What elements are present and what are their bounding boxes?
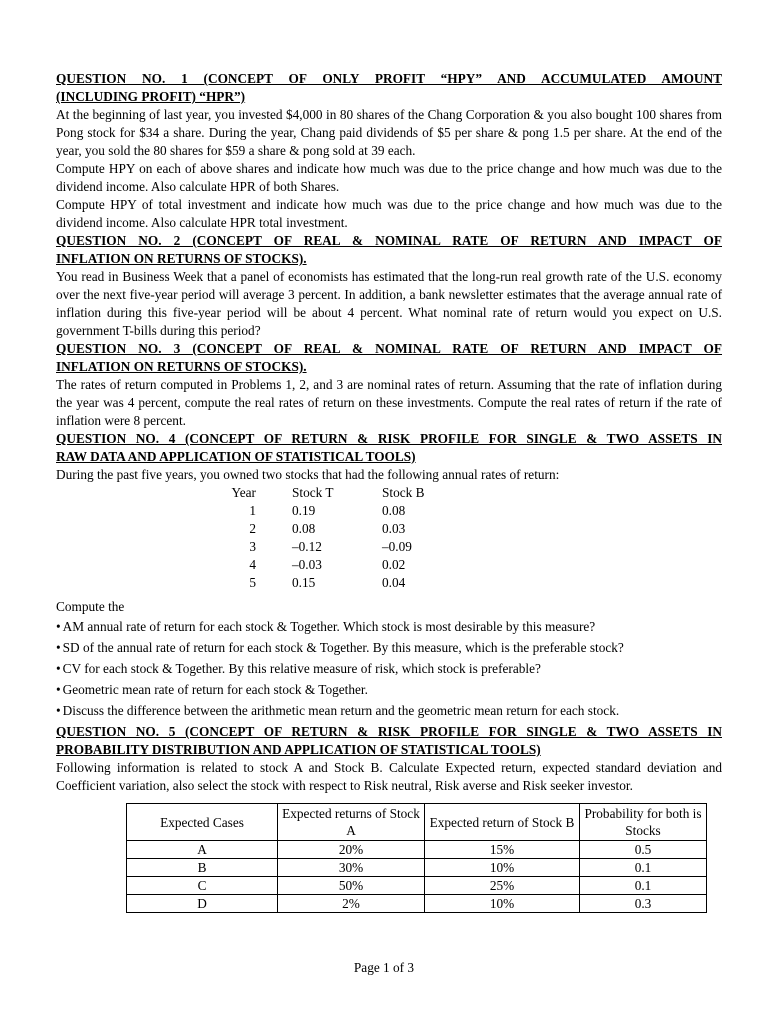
prob-cell-stock-a: 2% xyxy=(278,895,425,913)
table-row xyxy=(127,859,707,877)
prob-cell-stock-b: 15% xyxy=(425,841,580,859)
returns-table xyxy=(226,484,462,592)
prob-cell-stock-a: 30% xyxy=(278,859,425,877)
returns-cell-stock-b: 0.02 xyxy=(382,557,406,572)
probability-table xyxy=(126,803,707,913)
returns-cell-stock-b: 0.08 xyxy=(382,503,406,518)
table-row xyxy=(226,538,462,556)
question-5 xyxy=(56,723,722,913)
returns-cell-stock-b: –0.09 xyxy=(382,539,412,554)
q5-paragraph-1: Following information is related to stock A and Stock B. Calculate Expected return, expected standard deviation and Coefficient variation, also select the stock with respect to Risk neutral, Risk averse and Risk seeker investor. xyxy=(56,760,722,793)
q2-heading-line2: INFLATION ON RETURNS OF STOCKS). xyxy=(56,251,307,266)
returns-cell-year: 2 xyxy=(249,521,256,536)
table-row xyxy=(226,556,462,574)
returns-cell-year: 1 xyxy=(249,503,256,518)
list-item: • Discuss the difference between the arithmetic mean return and the geometric mean return for each stock. xyxy=(56,702,722,720)
returns-cell-year: 4 xyxy=(249,557,256,572)
returns-cell-stock-t: 0.19 xyxy=(292,503,316,518)
returns-cell-stock-t: –0.12 xyxy=(292,539,322,554)
table-row xyxy=(226,520,462,538)
table-row xyxy=(127,877,707,895)
q3-heading-line2: INFLATION ON RETURNS OF STOCKS). xyxy=(56,359,307,374)
q2-paragraph-1: You read in Business Week that a panel of economists has estimated that the long-run real growth rate of the U.S. economy over the next five-year period will average 3 percent. In addition, a bank newsletter estimates that the average annual rate of inflation during this five-year period will be about 4 percent. What nominal rate of return would you expect on U.S. government T-bills during this period? xyxy=(56,269,722,338)
table-row xyxy=(127,895,707,913)
list-item: • Geometric mean rate of return for each stock & Together. xyxy=(56,681,722,699)
list-item: • SD of the annual rate of return for each stock & Together. By this measure, which is the preferable stock? xyxy=(56,639,722,657)
list-item: • CV for each stock & Together. By this relative measure of risk, which stock is preferable? xyxy=(56,660,722,678)
q4-heading-line1: QUESTION NO. 4 (CONCEPT OF RETURN & RISK PROFILE FOR SINGLE & TWO ASSETS IN xyxy=(56,431,722,446)
returns-cell-year: 5 xyxy=(249,575,256,590)
table-row xyxy=(226,502,462,520)
prob-cell-probability: 0.1 xyxy=(580,877,707,895)
q4-intro: During the past five years, you owned two stocks that had the following annual rates of return: xyxy=(56,467,560,482)
question-1 xyxy=(56,70,722,232)
prob-cell-probability: 0.1 xyxy=(580,859,707,877)
document-page xyxy=(56,70,722,913)
prob-cell-case: D xyxy=(127,895,278,913)
q1-heading-line1: QUESTION NO. 1 (CONCEPT OF ONLY PROFIT “HPY” AND ACCUMULATED AMOUNT xyxy=(56,71,722,86)
returns-cell-stock-b: 0.03 xyxy=(382,521,406,536)
prob-cell-stock-b: 10% xyxy=(425,859,580,877)
prob-header-stock-b: Expected return of Stock B xyxy=(425,804,580,841)
returns-cell-year: 3 xyxy=(249,539,256,554)
prob-header-stock-a: Expected returns of Stock A xyxy=(278,804,425,841)
prob-cell-stock-a: 20% xyxy=(278,841,425,859)
prob-header-cases: Expected Cases xyxy=(127,804,278,841)
q1-paragraph-1: At the beginning of last year, you invested $4,000 in 80 shares of the Chang Corporation & you also bought 100 shares from Pong stock for $34 a share. During the year, Chang paid dividends of $5 per share & pong 1.5 per share. At the end of the year, you sold the 80 shares for $59 a share & pong sold at 39 each. xyxy=(56,107,722,158)
prob-cell-probability: 0.5 xyxy=(580,841,707,859)
question-4 xyxy=(56,430,722,720)
returns-cell-stock-t: –0.03 xyxy=(292,557,322,572)
question-3 xyxy=(56,340,722,430)
returns-cell-stock-t: 0.08 xyxy=(292,521,316,536)
returns-cell-stock-t: 0.15 xyxy=(292,575,316,590)
q1-heading-line2: (INCLUDING PROFIT) “HPR”) xyxy=(56,89,246,104)
probability-table-header xyxy=(127,804,707,841)
prob-cell-stock-a: 50% xyxy=(278,877,425,895)
q1-paragraph-3: Compute HPY of total investment and indicate how much was due to the price change and how much was due to the dividend income. Also calculate HPR total investment. xyxy=(56,197,722,230)
list-item: • AM annual rate of return for each stock & Together. Which stock is most desirable by this measure? xyxy=(56,618,722,636)
prob-cell-case: B xyxy=(127,859,278,877)
prob-cell-stock-b: 10% xyxy=(425,895,580,913)
page-footer: Page 1 of 3 xyxy=(353,960,415,975)
table-row xyxy=(226,574,462,592)
q5-heading-line1: QUESTION NO. 5 (CONCEPT OF RETURN & RISK PROFILE FOR SINGLE & TWO ASSETS IN xyxy=(56,724,722,739)
prob-cell-stock-b: 25% xyxy=(425,877,580,895)
q1-paragraph-2: Compute HPY on each of above shares and indicate how much was due to the price change and how much was due to the dividend income. Also calculate HPR of both Shares. xyxy=(56,161,722,194)
q3-paragraph-1: The rates of return computed in Problems 1, 2, and 3 are nominal rates of return. Assuming that the rate of inflation during the year was 4 percent, compute the real rates of return on these investments. Compute the real rates of return if the rate of inflation were 8 percent. xyxy=(56,377,722,428)
returns-table-header xyxy=(226,484,462,502)
q3-heading-line1: QUESTION NO. 3 (CONCEPT OF REAL & NOMINAL RATE OF RETURN AND IMPACT OF xyxy=(56,341,722,356)
returns-header-year: Year xyxy=(231,485,256,500)
returns-header-stock-b: Stock B xyxy=(382,485,425,500)
returns-header-stock-t: Stock T xyxy=(292,485,334,500)
prob-cell-case: C xyxy=(127,877,278,895)
question-2 xyxy=(56,232,722,340)
prob-cell-probability: 0.3 xyxy=(580,895,707,913)
q4-heading-line2: RAW DATA AND APPLICATION OF STATISTICAL TOOLS) xyxy=(56,449,416,464)
prob-header-probability: Probability for both is Stocks xyxy=(580,804,707,841)
q2-heading-line1: QUESTION NO. 2 (CONCEPT OF REAL & NOMINAL RATE OF RETURN AND IMPACT OF xyxy=(56,233,722,248)
returns-cell-stock-b: 0.04 xyxy=(382,575,406,590)
table-row xyxy=(127,841,707,859)
q4-compute-the: Compute the xyxy=(56,599,125,614)
q4-bullet-list xyxy=(56,618,722,720)
prob-cell-case: A xyxy=(127,841,278,859)
q5-heading-line2: PROBABILITY DISTRIBUTION AND APPLICATION OF STATISTICAL TOOLS) xyxy=(56,742,541,757)
